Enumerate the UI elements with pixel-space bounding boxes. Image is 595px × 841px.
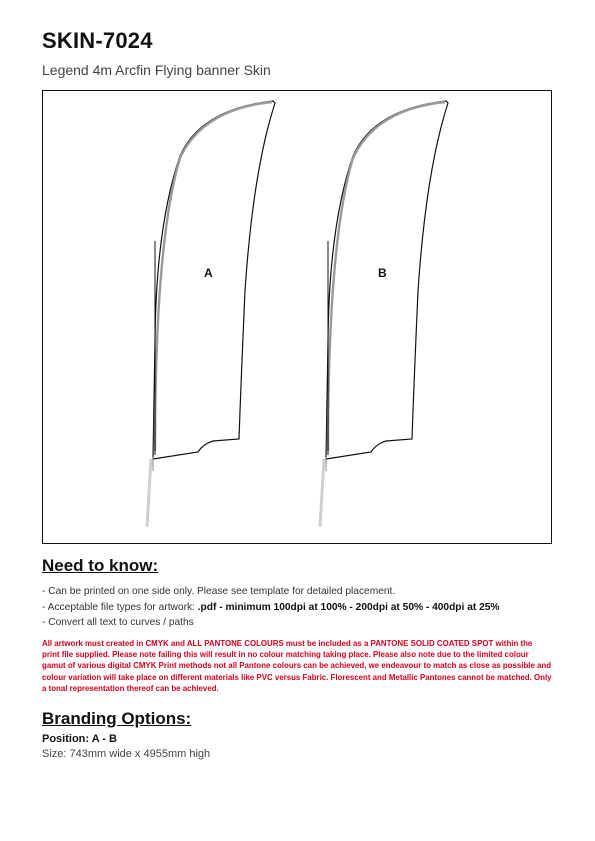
file-type-requirements: .pdf - minimum 100dpi at 100% - 200dpi at 50% - 400dpi at 25%: [197, 601, 500, 613]
document-subtitle: Legend 4m Arcfin Flying banner Skin: [42, 62, 271, 78]
flag-illustration: [43, 91, 551, 543]
list-item: - Can be printed on one side only. Please see template for detailed placement.: [42, 586, 396, 597]
position-label-b: B: [378, 266, 387, 280]
branding-position: Position: A - B: [42, 733, 117, 745]
flag-a-shape: [147, 101, 275, 527]
position-label-a: A: [204, 266, 213, 280]
list-item: - Convert all text to curves / paths: [42, 617, 194, 628]
need-to-know-list: [42, 584, 499, 631]
branding-size: Size: 743mm wide x 4955mm high: [42, 748, 211, 760]
flag-b-shape: [320, 101, 448, 527]
template-frame: [42, 90, 552, 544]
need-to-know-heading: Need to know:: [42, 556, 159, 575]
colour-warning: All artwork must created in CMYK and ALL PANTONE COLOURS must be included as a PANTONE SOLID COATED SPOT within the print file supplied. Please note failing this will result in no colour matching taking place. Please also note due to the limited colour gamut of various digital CMYK Print methods not all Pantone colours can be achieved, we endeavour to match as close as possible and colour variation will take place on different materials like PVC versus Fabric. Florescent and Metallic Pantones cannot be matched. Only a tonal representation thereof can be achieved.: [42, 639, 552, 693]
branding-options-heading: Branding Options:: [42, 709, 192, 728]
document-title: SKIN-7024: [42, 28, 153, 53]
list-item: - Acceptable file types for artwork: .pdf - minimum 100dpi at 100% - 200dpi at 50% - 400dpi at 25%: [42, 601, 500, 613]
